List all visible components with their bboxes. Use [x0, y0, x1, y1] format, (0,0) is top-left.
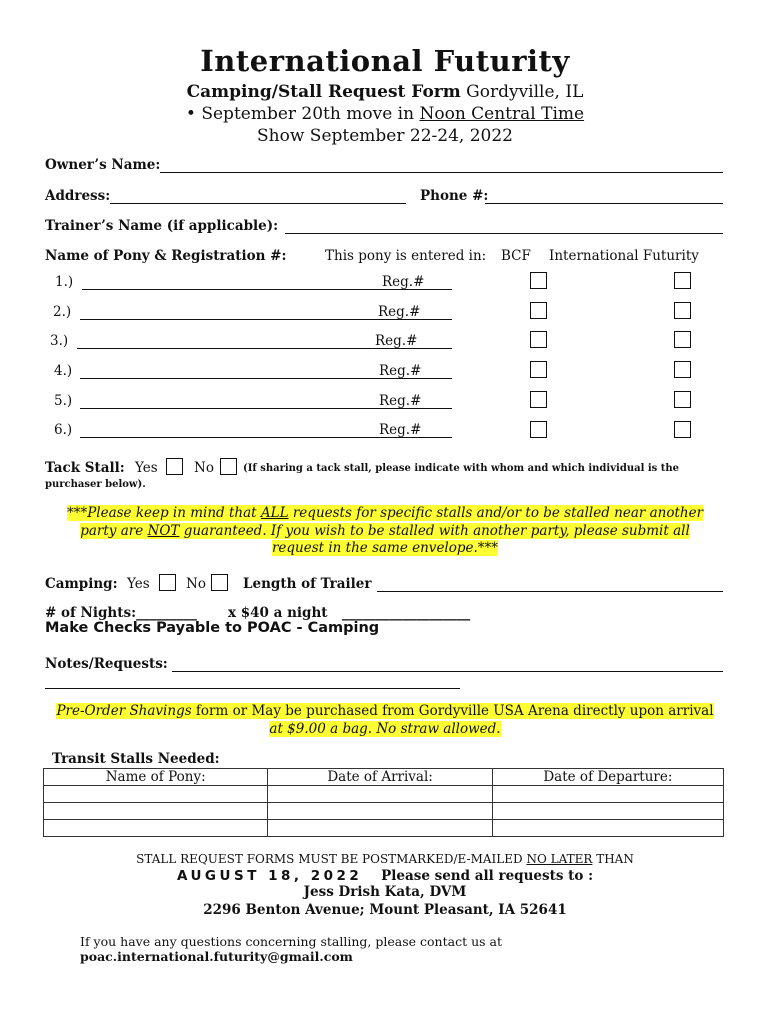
shavings-line-2: at $9.00 a bag. No straw allowed. [269, 720, 501, 737]
pony-reg-label: Reg.# [379, 422, 422, 438]
entered-in-label: This pony is entered in: [325, 248, 487, 264]
shavings-line-1: Pre-Order Shavings form or May be purchased from Gordyville USA Arena directly upon arrival [56, 703, 714, 719]
table-cell[interactable] [268, 803, 492, 820]
camping-no-checkbox[interactable] [211, 574, 228, 591]
stall-notice [0, 505, 770, 558]
camping-no-label: No [186, 576, 206, 592]
deadline-date: AUGUST 18, 2022 [176, 868, 363, 884]
camping-label: Camping: [45, 576, 118, 592]
transit-header-arrival: Date of Arrival: [268, 769, 492, 786]
nightly-rate: x $40 a night [228, 605, 328, 621]
table-cell[interactable] [492, 803, 723, 820]
futurity-column-label: International Futurity [549, 248, 699, 264]
transit-header-pony: Name of Pony: [44, 769, 268, 786]
bcf-checkbox[interactable] [530, 421, 547, 438]
move-in-time: Noon Central Time [419, 104, 585, 124]
futurity-checkbox[interactable] [674, 421, 691, 438]
pony-row-number: 6.) [54, 422, 73, 438]
tack-yes-checkbox[interactable] [166, 458, 183, 475]
camping-yes-label: Yes [127, 576, 150, 592]
recipient-address: 2296 Benton Avenue; Mount Pleasant, IA 52641 [203, 902, 567, 918]
notice-line-1: ***Please keep in mind that ALL requests for specific stalls and/or to be stalled near another [66, 505, 704, 521]
transit-stalls-table [43, 768, 724, 837]
deadline-line [0, 868, 770, 884]
notes-field-line-2[interactable] [45, 688, 460, 689]
table-row [44, 786, 724, 803]
nights-total-field[interactable]: ___________________ [342, 605, 471, 621]
shavings-notice [0, 703, 770, 738]
table-cell[interactable] [44, 820, 268, 837]
form-subtitle [0, 82, 770, 102]
futurity-checkbox[interactable] [674, 302, 691, 319]
address-label: Address: [45, 188, 111, 204]
table-row [44, 803, 724, 820]
bcf-checkbox[interactable] [530, 361, 547, 378]
nights-label: # of Nights:_________ [45, 605, 197, 621]
futurity-checkbox[interactable] [674, 361, 691, 378]
trainer-name-label: Trainer’s Name (if applicable): [45, 218, 279, 234]
bcf-checkbox[interactable] [530, 391, 547, 408]
pony-row-number: 4.) [54, 363, 73, 379]
checks-payable: Make Checks Payable to POAC - Camping [45, 620, 380, 636]
pony-reg-label: Reg.# [378, 304, 421, 320]
notice-line-3: request in the same envelope.*** [271, 540, 499, 556]
trailer-length-label: Length of Trailer [243, 576, 372, 592]
futurity-checkbox[interactable] [674, 272, 691, 289]
form-title: International Futurity [200, 44, 570, 78]
table-row [44, 820, 724, 837]
camping-yes-checkbox[interactable] [159, 574, 176, 591]
pony-reg-label: Reg.# [375, 333, 418, 349]
bcf-checkbox[interactable] [530, 331, 547, 348]
table-cell[interactable] [44, 803, 268, 820]
notice-line-2: party are NOT guaranteed. If you wish to be stalled with another party, please submit all [80, 522, 690, 539]
trainer-name-field[interactable] [285, 233, 723, 234]
postmark-notice: STALL REQUEST FORMS MUST BE POSTMARKED/E-MAILED NO LATER THAN [136, 852, 634, 866]
pony-row-number: 2.) [53, 304, 72, 320]
transit-stalls-label: Transit Stalls Needed: [52, 751, 220, 767]
notes-label: Notes/Requests: [45, 656, 168, 672]
phone-field[interactable] [485, 203, 723, 204]
bcf-checkbox[interactable] [530, 302, 547, 319]
move-in-prefix: • September 20th move in [185, 104, 420, 124]
trailer-length-field[interactable] [377, 591, 723, 592]
tack-stall-label: Tack Stall: [45, 460, 125, 476]
tack-yes-label: Yes [135, 460, 158, 476]
pony-reg-label: Reg.# [379, 363, 422, 379]
transit-header-departure: Date of Departure: [492, 769, 723, 786]
send-to: Please send all requests to : [362, 868, 594, 884]
futurity-checkbox[interactable] [674, 331, 691, 348]
notes-field[interactable] [172, 671, 723, 672]
pony-reg-label: Reg.# [382, 274, 425, 290]
contact-text: If you have any questions concerning stalling, please contact us at [80, 934, 502, 949]
table-cell[interactable] [44, 786, 268, 803]
pony-reg-label: Reg.# [379, 393, 422, 409]
tack-no-label: No [194, 460, 214, 476]
owner-name-field[interactable] [160, 172, 723, 173]
tack-share-note-cont: purchaser below). [45, 479, 146, 490]
futurity-checkbox[interactable] [674, 391, 691, 408]
address-field[interactable] [110, 203, 406, 204]
contact-email[interactable]: poac.international.futurity@gmail.com [80, 949, 353, 964]
owner-name-label: Owner’s Name: [45, 157, 161, 173]
move-in-line [0, 104, 770, 124]
table-cell[interactable] [268, 820, 492, 837]
pony-registration-label: Name of Pony & Registration #: [45, 248, 287, 264]
table-cell[interactable] [492, 786, 723, 803]
table-cell[interactable] [492, 820, 723, 837]
recipient-name: Jess Drish Kata, DVM [303, 884, 467, 900]
form-name: Camping/Stall Request Form [186, 82, 461, 102]
show-dates: Show September 22-24, 2022 [257, 126, 513, 146]
phone-label: Phone #: [420, 188, 489, 204]
pony-row-number: 1.) [55, 274, 74, 290]
form-location: Gordyville, IL [460, 82, 584, 102]
tack-no-checkbox[interactable] [220, 458, 237, 475]
tack-share-note: (If sharing a tack stall, please indicate with whom and which individual is the [243, 463, 680, 474]
pony-row-number: 5.) [54, 393, 73, 409]
bcf-checkbox[interactable] [530, 272, 547, 289]
bcf-column-label: BCF [501, 248, 531, 264]
pony-row-number: 3.) [50, 333, 69, 349]
table-cell[interactable] [268, 786, 492, 803]
